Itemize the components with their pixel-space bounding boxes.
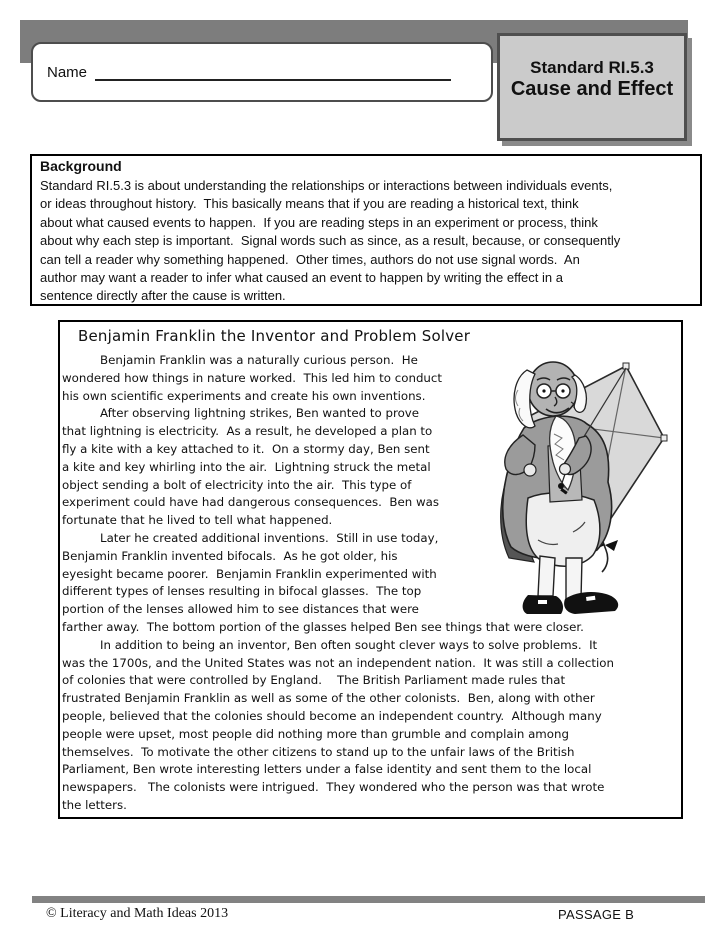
passage-line: Benjamin Franklin was a naturally curious person. He xyxy=(100,353,418,367)
footer-page-label: PASSAGE B xyxy=(558,907,635,922)
passage-line: the letters. xyxy=(62,797,127,812)
passage-line: portion of the lenses allowed him to see distances that were xyxy=(62,602,419,617)
passage-line: wondered how things in nature worked. This led him to conduct xyxy=(62,370,443,385)
passage-line: themselves. To motivate the other citizens to stand up to the unfair laws of the British xyxy=(62,744,575,759)
name-field-box xyxy=(31,42,493,102)
passage-line: different types of lenses resulting in bifocal glasses. The top xyxy=(62,584,422,599)
passage-line: experiment could have had dangerous consequences. Ben was xyxy=(62,495,439,510)
passage-line: eyesight became poorer. Benjamin Franklin experimented with xyxy=(62,566,437,581)
passage-line: of colonies that were controlled by England. The British Parliament made rules that xyxy=(62,673,566,688)
footer-copyright: © Literacy and Math Ideas 2013 xyxy=(46,906,229,921)
passage-line: farther away. The bottom portion of the glasses helped Ben see things that were closer. xyxy=(62,619,584,634)
passage-text xyxy=(62,352,614,815)
name-blank-line xyxy=(95,78,451,81)
passage-line: his own scientific experiments and create his own inventions. xyxy=(62,388,426,403)
standard-topic: Cause and Effect xyxy=(510,78,674,100)
background-text xyxy=(40,177,620,306)
background-line: or ideas throughout history. This basically means that if you are reading a historical text, think xyxy=(40,196,579,212)
background-line: author may want a reader to infer what caused an event to happen by writing the effect in a xyxy=(40,270,563,286)
footer-divider-bar xyxy=(32,896,705,903)
passage-line: Parliament, Ben wrote interesting letters under a false identity and sent them to the local xyxy=(62,762,592,777)
passage-line: Later he created additional inventions. Still in use today, xyxy=(100,530,439,545)
background-line: about why each step is important. Signal words such as since, as a result, because, or consequently xyxy=(40,233,621,249)
name-label: Name xyxy=(47,63,88,81)
passage-line: a kite and key whirling into the air. Lightning struck the metal xyxy=(62,459,431,474)
standard-badge-box xyxy=(497,33,687,141)
background-heading: Background xyxy=(40,158,122,174)
background-line: Standard RI.5.3 is about understanding the relationships or interactions between individuals events, xyxy=(40,178,613,193)
passage-line: Benjamin Franklin invented bifocals. As he got older, his xyxy=(62,548,398,563)
passage-line: that lightning is electricity. As a result, he developed a plan to xyxy=(62,424,433,439)
passage-line: fortunate that he lived to tell what happened. xyxy=(62,513,333,528)
background-line: about what caused events to happen. If you are reading steps in an experiment or process, think xyxy=(40,214,598,230)
passage-line: object sending a bolt of electricity into the air. This type of xyxy=(62,477,412,492)
passage-line: people were upset, most people did nothing more than grumble and complain among xyxy=(62,726,569,741)
passage-line: frustrated Benjamin Franklin as well as some of the other colonists. Ben, along with other xyxy=(62,691,595,706)
passage-line: After observing lightning strikes, Ben wanted to prove xyxy=(100,406,420,421)
passage-line: fly a kite with a key attached to it. On a stormy day, Ben sent xyxy=(62,441,430,456)
standard-code: Standard RI.5.3 xyxy=(530,58,654,77)
passage-line: people, believed that the colonies should become an independent country. Although many xyxy=(62,708,602,723)
passage-title: Benjamin Franklin the Inventor and Problem Solver xyxy=(78,327,471,345)
background-line: can tell a reader why something happened. Other times, authors do not use signal words. An xyxy=(40,251,580,267)
passage-line: In addition to being an inventor, Ben often sought clever ways to solve problems. It xyxy=(100,637,598,652)
passage-line: newspapers. The colonists were intrigued. They wondered who the person was that wrote xyxy=(62,780,605,795)
background-line: sentence directly after the cause is written. xyxy=(40,288,286,304)
passage-line: was the 1700s, and the United States was not an independent nation. It was still a collection xyxy=(62,655,614,670)
